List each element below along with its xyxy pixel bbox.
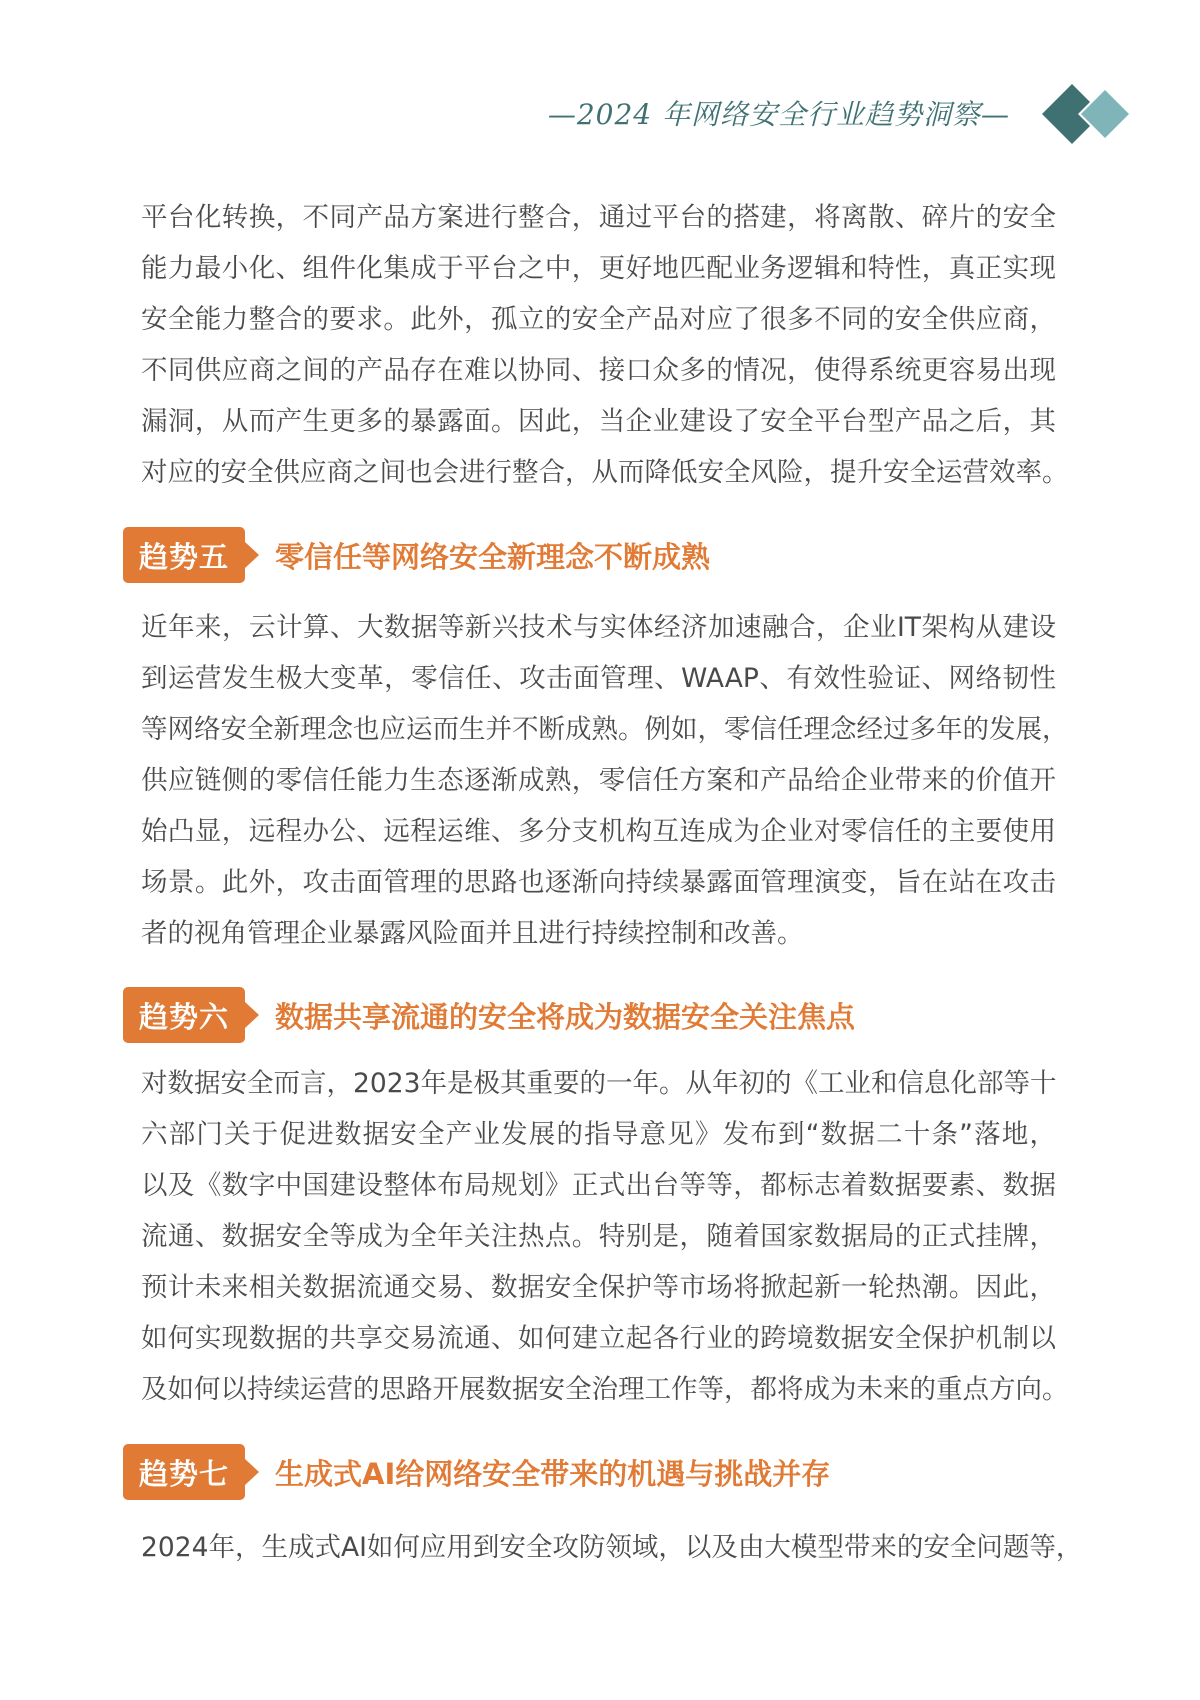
text-line: 及如何以持续运营的思路开展数据安全治理工作等，都将成为未来的重点方向。 xyxy=(141,1374,1069,1405)
paragraph-generative-ai xyxy=(141,1522,1083,1573)
page-header xyxy=(548,88,1010,138)
trend-badge: 趋势六 xyxy=(123,987,245,1043)
trend-badge: 趋势七 xyxy=(123,1444,245,1500)
text-line: 不同供应商之间的产品存在难以协同、接口众多的情况，使得系统更容易出现 xyxy=(141,355,1056,386)
text-line: 以及《数字中国建设整体布局规划》正式出台等等，都标志着数据要素、数据 xyxy=(141,1170,1056,1201)
text-line: 六部门关于促进数据安全产业发展的指导意见》发布到“数据二十条”落地， xyxy=(141,1119,1056,1150)
text-line: 能力最小化、组件化集成于平台之中，更好地匹配业务逻辑和特性，真正实现 xyxy=(141,253,1056,284)
section-title: 零信任等网络安全新理念不断成熟 xyxy=(275,539,711,574)
text-line: 近年来，云计算、大数据等新兴技术与实体经济加速融合，企业IT架构从建设 xyxy=(141,612,1056,643)
text-line: 者的视角管理企业暴露风险面并且进行持续控制和改善。 xyxy=(141,918,804,949)
section-title: 数据共享流通的安全将成为数据安全关注焦点 xyxy=(275,999,856,1034)
header-title: —2024 年网络安全行业趋势洞察— xyxy=(547,98,1010,131)
text-line: 如何实现数据的共享交易流通、如何建立起各行业的跨境数据安全保护机制以 xyxy=(141,1323,1056,1354)
text-line: 漏洞，从而产生更多的暴露面。因此，当企业建设了安全平台型产品之后，其 xyxy=(141,406,1056,437)
text-line: 供应链侧的零信任能力生态逐渐成熟，零信任方案和产品给企业带来的价值开 xyxy=(141,765,1056,796)
section-heading-trend-7 xyxy=(123,1444,830,1500)
text-line: 平台化转换，不同产品方案进行整合，通过平台的搭建，将离散、碎片的安全 xyxy=(141,202,1056,233)
text-line: 始凸显，远程办公、远程运维、多分支机构互连成为企业对零信任的主要使用 xyxy=(141,816,1056,847)
text-line: 等网络安全新理念也应运而生并不断成熟。例如，零信任理念经过多年的发展， xyxy=(141,714,1069,745)
text-line: 场景。此外，攻击面管理的思路也逐渐向持续暴露面管理演变，旨在站在攻击 xyxy=(141,867,1056,898)
text-line: 到运营发生极大变革，零信任、攻击面管理、WAAP、有效性验证、网络韧性 xyxy=(141,663,1056,694)
paragraph-data-security xyxy=(141,1058,1069,1415)
paragraph-platform xyxy=(141,192,1069,498)
text-line: 流通、数据安全等成为全年关注热点。特别是，随着国家数据局的正式挂牌， xyxy=(141,1221,1056,1252)
section-title: 生成式AI给网络安全带来的机遇与挑战并存 xyxy=(275,1456,831,1491)
text-line: 2024年，生成式AI如何应用到安全攻防领域，以及由大模型带来的安全问题等， xyxy=(141,1532,1083,1563)
diamond-logo-icon xyxy=(1042,84,1132,144)
text-line: 对应的安全供应商之间也会进行整合，从而降低安全风险，提升安全运营效率。 xyxy=(141,457,1069,488)
text-line: 安全能力整合的要求。此外，孤立的安全产品对应了很多不同的安全供应商， xyxy=(141,304,1056,335)
trend-badge: 趋势五 xyxy=(123,527,245,583)
text-line: 预计未来相关数据流通交易、数据安全保护等市场将掀起新一轮热潮。因此， xyxy=(141,1272,1056,1303)
section-heading-trend-5 xyxy=(123,527,710,583)
section-heading-trend-6 xyxy=(123,987,855,1043)
text-line: 对数据安全而言，2023年是极其重要的一年。从年初的《工业和信息化部等十 xyxy=(141,1068,1057,1099)
paragraph-zero-trust xyxy=(141,602,1069,959)
